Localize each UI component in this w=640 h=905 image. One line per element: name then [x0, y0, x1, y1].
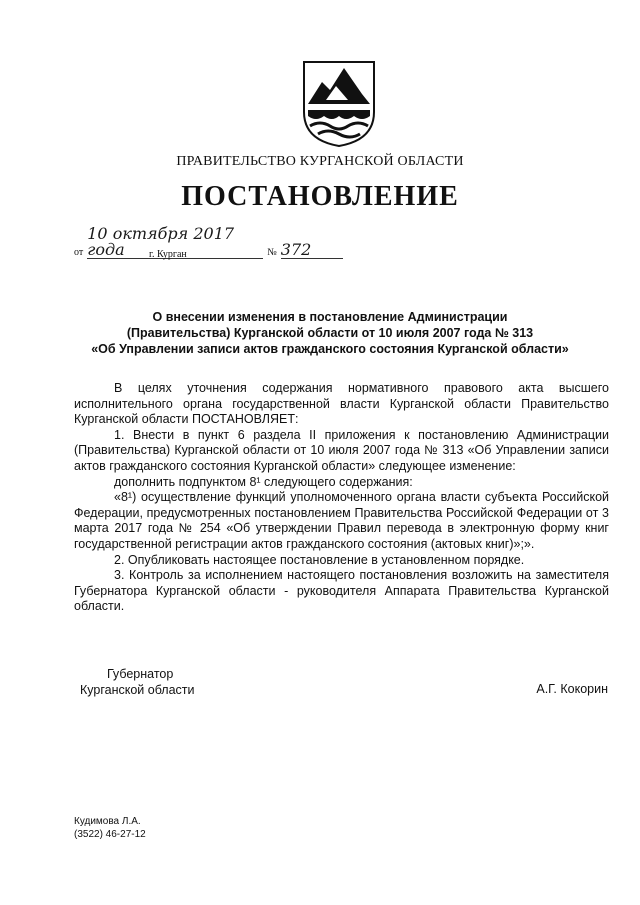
contact-block	[74, 815, 146, 841]
paragraph-item-1: 1. Внести в пункт 6 раздела II приложения к постановлению Администрации (Правительства) Курганской области от 10 июля 2007 года № 313 «Об Управлении записи актов гражданского состояния Курганской области» следующее изменение:	[74, 427, 609, 473]
signatory-title	[80, 666, 195, 698]
subject-line: «Об Управлении записи актов гражданского состояния Курганской области»	[91, 342, 569, 356]
number-prefix: №	[267, 247, 277, 258]
government-name: ПРАВИТЕЛЬСТВО КУРГАНСКОЙ ОБЛАСТИ	[176, 154, 464, 169]
paragraph-amendment-text: «8¹) осуществление функций уполномоченного органа власти субъекта Российской Федерации, предусмотренных постановлением Правительства Российской Федерации от 3 марта 2017 года № 254 «Об утверждении Правил перевода в электронную форму книг государственной регистрации актов гражданского состояния (актовых книг)»;».	[74, 490, 609, 551]
signatory-title-line: Курганской области	[80, 683, 195, 697]
date-line	[74, 226, 343, 260]
number-handwritten: 372	[281, 242, 343, 259]
subject-line: О внесении изменения в постановление Администрации	[152, 310, 508, 324]
paragraph-item-2: 2. Опубликовать настоящее постановление в установленном порядке.	[114, 552, 525, 567]
signatory-title-line: Губернатор	[107, 667, 174, 681]
paragraph-item-3: 3. Контроль за исполнением настоящего постановления возложить на заместителя Губернатора Курганской области - руководителя Аппарата Правительства Курганской области.	[74, 568, 609, 614]
document-body	[74, 381, 609, 615]
contact-phone: (3522) 46-27-12	[74, 829, 146, 840]
document-type-title: ПОСТАНОВЛЕНИЕ	[181, 181, 459, 212]
document-subject	[60, 309, 600, 357]
contact-name: Кудимова Л.А.	[74, 816, 141, 827]
city-label: г. Курган	[149, 249, 187, 260]
date-handwritten: 10 октября 2017 года	[87, 226, 263, 259]
date-prefix: от	[74, 247, 84, 258]
subject-line: (Правительства) Курганской области от 10 июля 2007 года № 313	[126, 326, 534, 340]
paragraph-amendment-intro: дополнить подпунктом 8¹ следующего содержания:	[114, 474, 413, 489]
coat-of-arms-icon	[300, 60, 378, 148]
signatory-name: А.Г. Кокорин	[536, 682, 608, 696]
paragraph-preamble: В целях уточнения содержания нормативного правового акта высшего исполнительного органа государственной власти Курганской области Правительство Курганской области ПОСТАНОВЛЯЕТ:	[74, 381, 609, 427]
